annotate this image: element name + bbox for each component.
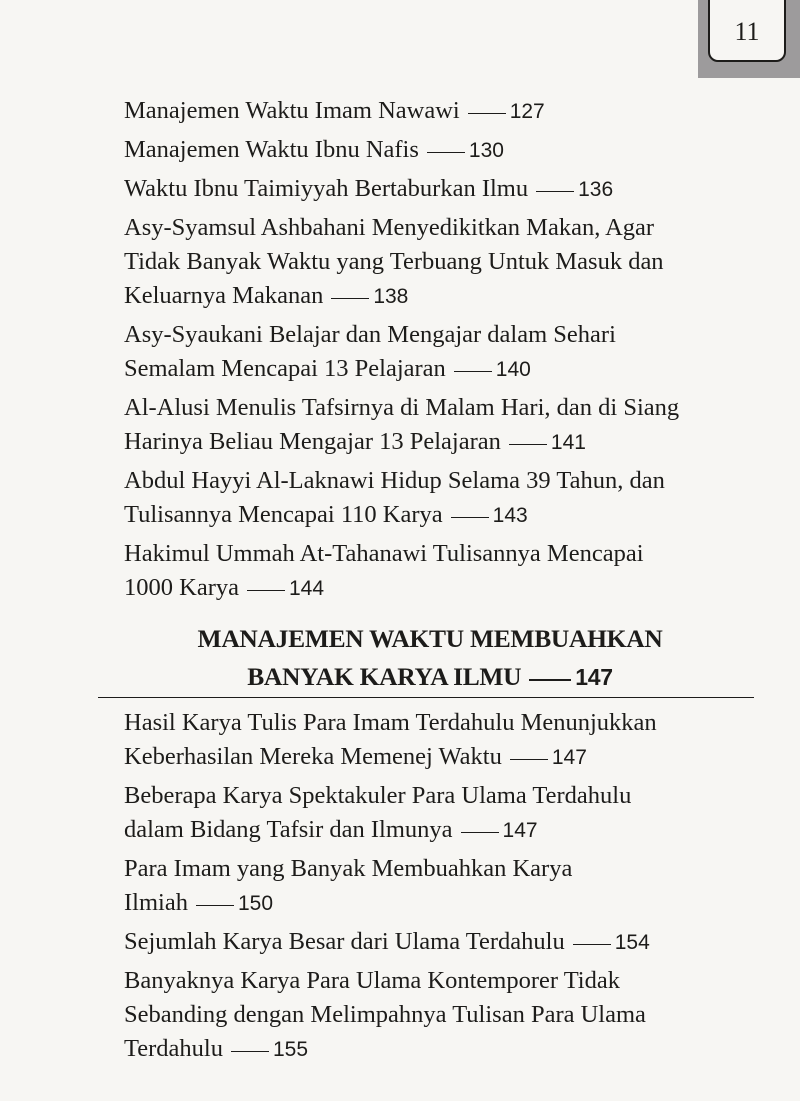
toc-entry <box>124 706 744 775</box>
toc-entry-line <box>124 740 744 775</box>
toc-entry <box>124 211 744 314</box>
toc-page-number: 138 <box>373 285 409 308</box>
leader-line <box>451 517 489 518</box>
toc-entry-text: Asy-Syaukani Belajar dan Mengajar dalam Sehari <box>124 321 616 348</box>
toc-entry-text: Semalam Mencapai 13 Pelajaran <box>124 355 446 382</box>
toc-entry-line <box>124 779 744 813</box>
toc-entry-line <box>124 133 744 168</box>
page-number-tab <box>698 0 800 78</box>
leader-line <box>427 152 465 153</box>
toc-page-number: 127 <box>509 100 545 123</box>
toc-entry <box>124 133 744 168</box>
toc-entry <box>124 94 744 129</box>
toc-entry-line <box>124 852 744 886</box>
toc-entry <box>124 318 744 387</box>
toc-entry-line <box>124 94 744 129</box>
toc-list-top <box>124 94 744 610</box>
toc-entry-line <box>124 537 744 571</box>
section-heading-title: BANYAK KARYA ILMU <box>247 662 522 691</box>
toc-entry-text: Keluarnya Makanan <box>124 282 324 309</box>
toc-entry-text: Hasil Karya Tulis Para Imam Terdahulu Menunjukkan <box>124 709 657 736</box>
leader-line <box>468 113 506 114</box>
toc-entry-text: Hakimul Ummah At-Tahanawi Tulisannya Mencapai <box>124 540 644 567</box>
toc-entry <box>124 925 744 960</box>
toc-entry-line <box>124 391 744 425</box>
toc-entry-text: Waktu Ibnu Taimiyyah Bertaburkan Ilmu <box>124 175 529 202</box>
toc-entry-line <box>124 425 744 460</box>
section-divider <box>98 697 754 698</box>
leader-line <box>247 590 285 591</box>
toc-entry-text: Al-Alusi Menulis Tafsirnya di Malam Hari, dan di Siang <box>124 394 680 421</box>
toc-entry-text: Manajemen Waktu Imam Nawawi <box>124 97 460 124</box>
toc-entry <box>124 779 744 848</box>
toc-entry-line <box>124 211 744 245</box>
toc-page-number: 147 <box>551 746 587 769</box>
toc-entry-text: Para Imam yang Banyak Membuahkan Karya <box>124 855 573 882</box>
toc-entry-text: Keberhasilan Mereka Memenej Waktu <box>124 743 502 770</box>
toc-page-number: 140 <box>495 358 531 381</box>
toc-entry <box>124 464 744 533</box>
toc-entry-text: dalam Bidang Tafsir dan Ilmunya <box>124 816 453 843</box>
leader-line <box>196 905 234 906</box>
toc-entry-line <box>124 998 744 1032</box>
toc-entry-line <box>124 172 744 207</box>
toc-entry-line <box>124 964 744 998</box>
section-page-number: 147 <box>575 664 613 690</box>
toc-entry-line <box>124 318 744 352</box>
toc-entry-text: Tidak Banyak Waktu yang Terbuang Untuk Masuk dan <box>124 248 664 275</box>
toc-page-number: 143 <box>492 504 528 527</box>
toc-page-number: 150 <box>237 892 274 915</box>
toc-entry-line <box>124 925 744 960</box>
toc-entry-line <box>124 886 744 921</box>
toc-entry <box>124 172 744 207</box>
toc-page-number: 141 <box>550 431 586 454</box>
leader-line <box>454 371 492 372</box>
toc-entry-line <box>124 245 744 279</box>
toc-entry-text: Sebanding dengan Melimpahnya Tulisan Para Ulama <box>124 1001 646 1028</box>
toc-entry-text: Abdul Hayyi Al-Laknawi Hidup Selama 39 Tahun, dan <box>124 467 665 494</box>
toc-page-number: 130 <box>468 139 504 162</box>
toc-entry <box>124 537 744 606</box>
leader-line <box>509 444 547 445</box>
toc-entry-text: Asy-Syamsul Ashbahani Menyedikitkan Makan, Agar <box>124 214 655 241</box>
toc-entry-text: Tulisannya Mencapai 110 Karya <box>124 501 443 528</box>
toc-entry-text: Ilmiah <box>124 889 188 916</box>
section-heading-line-1: MANAJEMEN WAKTU MEMBUAHKAN <box>197 624 663 653</box>
toc-entry-text: Harinya Beliau Mengajar 13 Pelajaran <box>124 428 501 455</box>
toc-list-bottom <box>124 706 744 1071</box>
toc-entry-text: Terdahulu <box>124 1035 223 1062</box>
toc-page-number: 136 <box>578 178 614 201</box>
toc-entry-text: Sejumlah Karya Besar dari Ulama Terdahulu <box>124 928 565 955</box>
toc-entry-line <box>124 571 744 606</box>
toc-entry-line <box>124 1032 744 1067</box>
toc-entry-text: Beberapa Karya Spektakuler Para Ulama Terdahulu <box>124 782 632 809</box>
toc-entry-line <box>124 352 744 387</box>
toc-entry-line <box>124 813 744 848</box>
leader-line <box>529 679 571 681</box>
toc-page-number: 144 <box>288 577 325 600</box>
toc-entry-line <box>124 706 744 740</box>
toc-entry-text: 1000 Karya <box>124 574 239 601</box>
section-heading <box>120 620 740 696</box>
leader-line <box>510 759 548 760</box>
leader-line <box>536 191 574 192</box>
toc-entry <box>124 964 744 1067</box>
leader-line <box>231 1051 269 1052</box>
section-heading-line-2 <box>120 658 740 696</box>
toc-entry-text: Manajemen Waktu Ibnu Nafis <box>124 136 419 163</box>
page-number: 11 <box>708 0 786 62</box>
leader-line <box>461 832 499 833</box>
toc-page-number: 154 <box>614 931 650 954</box>
toc-entry <box>124 391 744 460</box>
leader-line <box>573 944 611 945</box>
toc-entry-line <box>124 279 744 314</box>
toc-page-number: 147 <box>502 819 538 842</box>
leader-line <box>331 298 369 299</box>
toc-entry <box>124 852 744 921</box>
toc-entry-line <box>124 464 744 498</box>
toc-page-number: 155 <box>272 1038 309 1061</box>
toc-entry-text: Banyaknya Karya Para Ulama Kontemporer Tidak <box>124 967 620 994</box>
toc-entry-line <box>124 498 744 533</box>
